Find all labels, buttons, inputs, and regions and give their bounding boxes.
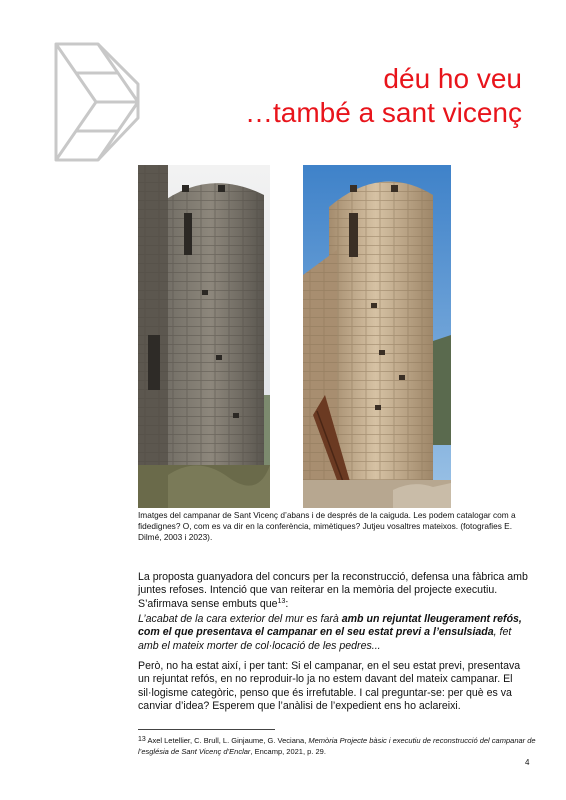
page-title — [245, 62, 522, 130]
paragraph-intro-end: : — [285, 597, 289, 610]
footnote-number: 13 — [138, 736, 146, 743]
photo-tower-before — [138, 165, 270, 508]
logo — [52, 40, 142, 164]
paragraph-intro — [138, 571, 533, 611]
photo-tower-after — [303, 165, 451, 508]
title-line-2: …també a sant vicenç — [244, 97, 522, 128]
footnote-divider — [138, 729, 275, 730]
title-line-1: déu ho veu — [383, 63, 522, 94]
paragraph-conclusion: Però, no ha estat així, i per tant: Si el campanar, en el seu estat previ, presentava un rejuntat refós, en no reproduir-lo ja no estem davant del mateix campanar. El sil·logisme categòric, penso que és irrefutable. I cal preguntar-se: per què es va canviar d’idea? Esperem que l’anàlisi de l’expedient ens ho aclareixi. — [138, 660, 521, 713]
footnote-title: Memòria Projecte bàsic i executiu de reconstrucció del campanar de l’església de Sant Vicenç d’Enclar — [138, 736, 536, 756]
footnote-ref: 13 — [277, 597, 286, 605]
quote-start: L’acabat de la cara exterior del mur es farà — [138, 613, 342, 625]
quote-paragraph — [138, 613, 533, 653]
page-number: 4 — [525, 758, 530, 767]
quote-end: , fet amb el mateix morter de col·locació de les pedres... — [138, 626, 512, 652]
footnote-rest: , Encamp, 2021, p. 29. — [250, 746, 326, 756]
quote-bold: amb un rejuntat lleugerament refós, com el que presentava el campanar en el seu estat previ a l’ensulsiada — [138, 613, 522, 639]
figure-caption: Imatges del campanar de Sant Vicenç d’abans i de després de la caiguda. Les podem catalogar com a fidedignes? O, com es va dir en la conferència, mimètiques? Jutjeu vosaltres mateixos. (fotografies E. Dilmé, 2003 i 2023). — [138, 510, 516, 542]
paragraph-intro-text: La proposta guanyadora del concurs per la reconstrucció, defensa una fàbrica amb juntes refoses. Intenció que van reiterar en la memòria del projecte executiu. S’afirmava sense embuts que — [138, 571, 528, 610]
footnote-authors: Axel Letellier, C. Brull, L. Ginjaume, G. Veciana, — [145, 736, 309, 745]
footnote — [138, 736, 538, 757]
